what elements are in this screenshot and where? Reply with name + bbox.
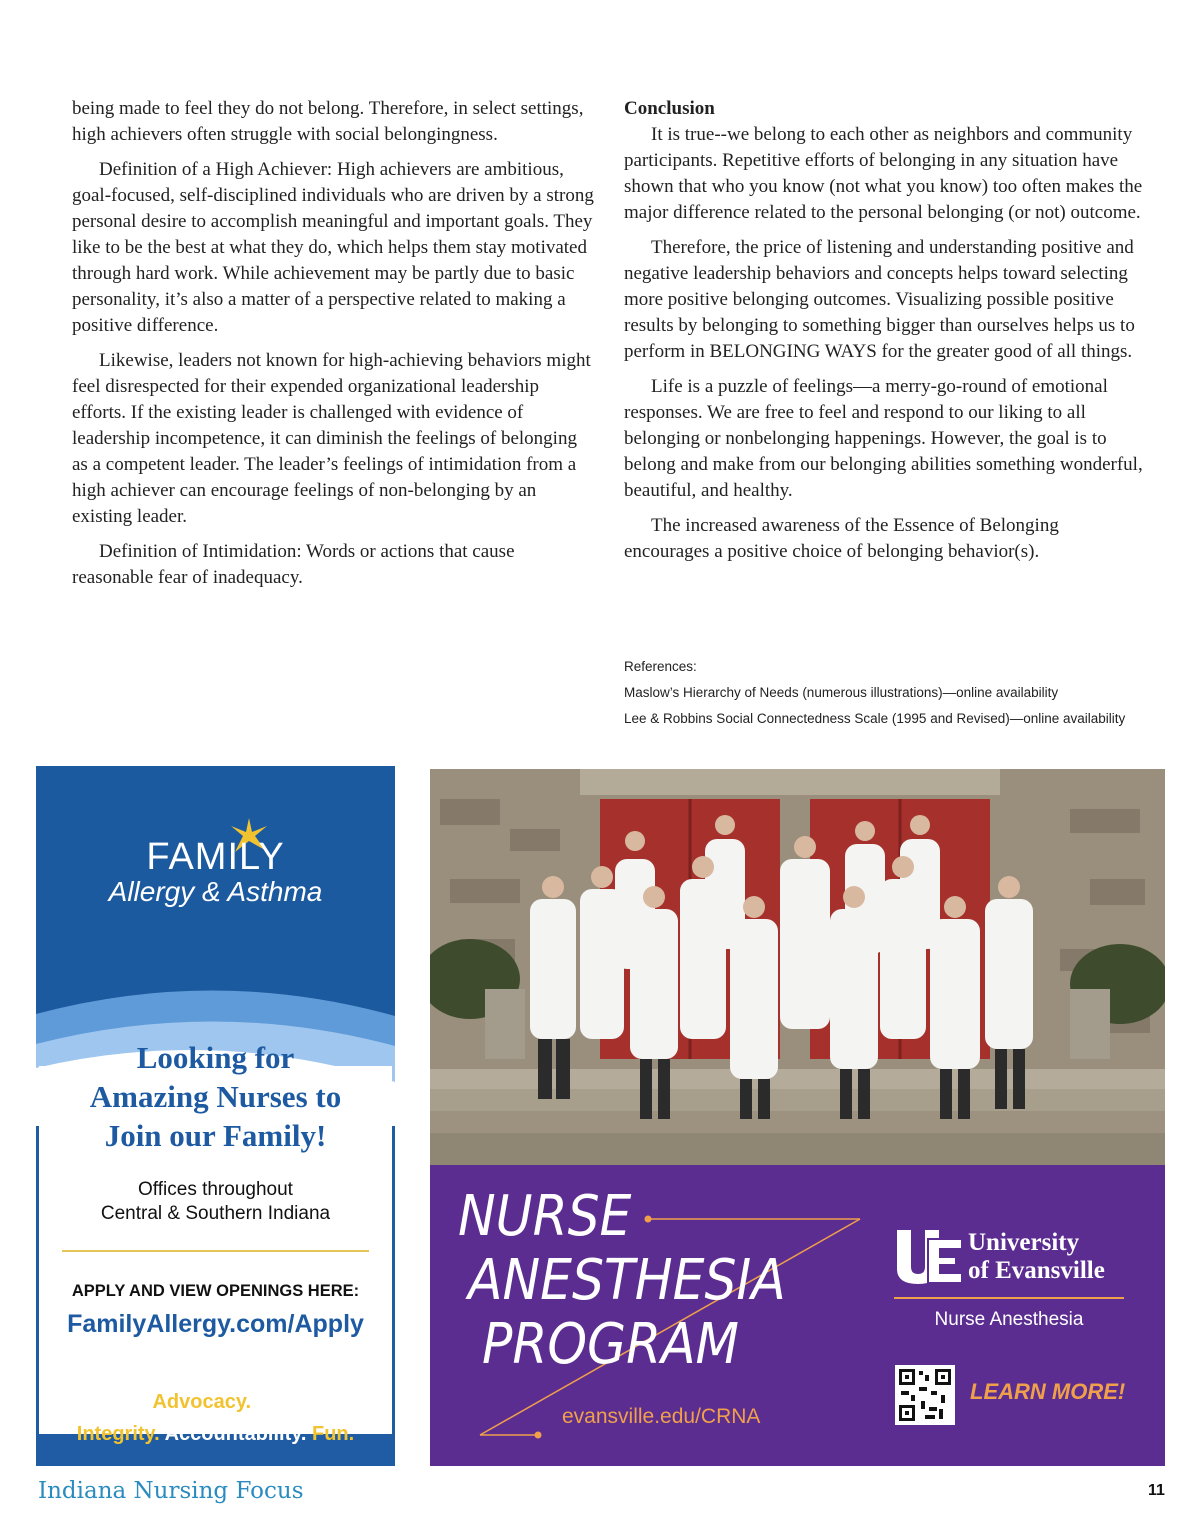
paragraph: being made to feel they do not belong. Therefore, in select settings, high achievers often struggle with social belongingness. [72, 98, 584, 145]
ad-headline [56, 1038, 375, 1155]
divider [62, 1250, 369, 1252]
program-title [458, 1185, 786, 1377]
reference-item: Maslow’s Hierarchy of Needs (numerous illustrations)—online availability [624, 685, 1059, 700]
logo-allergy-asthma: Allergy & Asthma [108, 876, 323, 907]
headline-line: Looking for [136, 1040, 295, 1075]
offices-line: Central & Southern Indiana [100, 1203, 331, 1224]
value-integrity: Integrity. [76, 1423, 160, 1445]
apply-label: APPLY AND VIEW OPENINGS HERE: [71, 1282, 360, 1300]
program-link[interactable]: evansville.edu/CRNA [562, 1405, 761, 1428]
values-tagline [36, 1386, 395, 1450]
value-service: Service. [256, 1391, 334, 1413]
university-name-line: of Evansville [968, 1257, 1105, 1284]
program-title-line: PROGRAM [482, 1312, 740, 1377]
family-allergy-ad[interactable] [36, 766, 395, 1466]
university-name [968, 1229, 1105, 1285]
paragraph: Likewise, leaders not known for high-achieving behaviors might feel disrespected for their expended organizational leadership efforts. If the existing leader is challenged with evidence of leadership incompetence, it can diminish the feelings of belonging as a competent leader. The leader’s feelings of intimidation from a high achiever can encourage feelings of non-belonging by an existing leader. [72, 350, 591, 527]
paragraph: Definition of Intimidation: Words or actions that cause reasonable fear of inadequacy. [72, 541, 515, 588]
ue-nurse-anesthesia-ad[interactable] [430, 769, 1165, 1466]
references-label: References: [624, 659, 697, 674]
article-right-column [624, 96, 1144, 574]
references [624, 654, 1164, 732]
ue-logo-icon [894, 1227, 964, 1287]
logo-family: FAMILY [146, 836, 285, 878]
value-advocacy: Advocacy. [152, 1391, 252, 1413]
program-title-line: ANESTHESIA [468, 1248, 786, 1313]
conclusion-heading: Conclusion [624, 98, 715, 119]
article-left-column [72, 96, 594, 600]
headline-line: Join our Family! [104, 1118, 327, 1153]
paragraph: Definition of a High Achiever: High achievers are ambitious, goal-focused, self-disciplined individuals who are driven by a strong personal desire to accomplish meaningful and important goals. They like to be the best at what they do, which helps them stay motivated through hard work. While achievement may be partly due to basic personality, it’s also a matter of a perspective related to making a positive difference. [72, 159, 594, 336]
university-name-line: University [968, 1229, 1080, 1256]
paragraph: It is true--we belong to each other as neighbors and community participants. Repetitive efforts of belonging in any situation have shown that who you know (not what you know) too often makes the major difference related to the personal belonging (or not) outcome. [624, 124, 1143, 223]
program-subtitle: Nurse Anesthesia [934, 1309, 1084, 1330]
paragraph: The increased awareness of the Essence of Belonging encourages a positive choice of belonging behavior(s). [624, 515, 1059, 562]
value-care: Care. [97, 1391, 148, 1413]
headline-line: Amazing Nurses to [89, 1079, 342, 1114]
offices-text [56, 1178, 375, 1226]
group-photo [430, 769, 1165, 1165]
value-accountability: Accountability. [164, 1423, 307, 1445]
paragraph: Therefore, the price of listening and understanding positive and negative leadership behaviors and concepts helps toward selecting more positive belonging outcomes. Visualizing possible positive results by belonging to something bigger than ourselves helps us to perform in BELONGING WAYS for the greater good of all things. [624, 237, 1135, 362]
learn-more-link[interactable]: LEARN MORE! [970, 1379, 1126, 1404]
offices-line: Offices throughout [138, 1179, 293, 1200]
apply-link[interactable]: FamilyAllergy.com/Apply [67, 1310, 364, 1338]
reference-item: Lee & Robbins Social Connectedness Scale (1995 and Revised)—online availability [624, 711, 1126, 726]
paragraph: Life is a puzzle of feelings—a merry-go-round of emotional responses. We are free to feel and respond to our liking to all belonging or nonbelonging happenings. However, the goal is to belong and make from our belonging abilities something wonderful, beautiful, and healthy. [624, 376, 1143, 501]
qr-code-icon[interactable] [895, 1365, 955, 1425]
divider [894, 1297, 1124, 1299]
program-title-line: NURSE [458, 1184, 632, 1249]
value-fun: Fun. [312, 1423, 355, 1445]
page-number: 11 [1148, 1482, 1165, 1499]
publication-title: Indiana Nursing Focus [38, 1478, 304, 1504]
